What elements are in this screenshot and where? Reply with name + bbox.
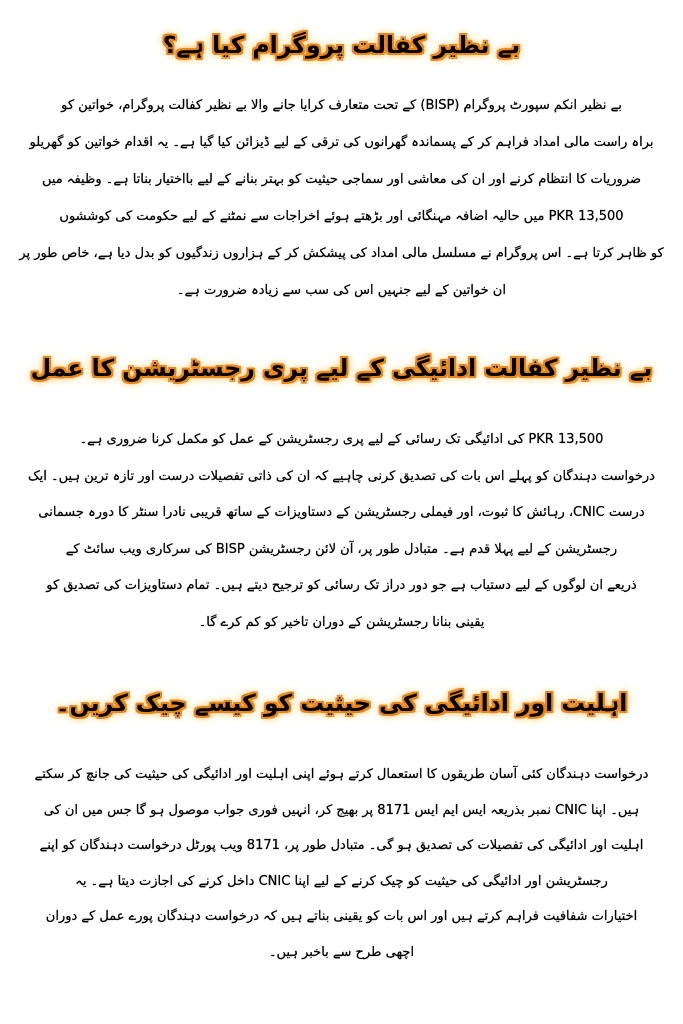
paragraph-line: ہیں۔ اپنا CNIC نمبر بذریعہ ایس ایم ایس 8171 پر بھیج کر، انہیں فوری جواب موصول ہو گا جس میں ان کی [43,802,640,818]
section-heading: بے نظیر کفالت پروگرام کیا ہے؟ [162,31,521,59]
section-heading: اہلیت اور ادائیگی کی حیثیت کو کیسے چیک کریں۔ [55,689,628,717]
section-paragraph [14,757,669,970]
paragraph-line: ضروریات کا انتظام کرنے اور ان کی معاشی اور سماجی حیثیت کو بہتر بنانے کے لیے بااختیار بناتا ہے۔ وظیفہ میں [41,172,642,187]
paragraph-line: براہ راست مالی امداد فراہم کر کے پسماندہ گھرانوں کی ترقی کے لیے ڈیزائن کیا گیا ہے۔ یہ اقدام خواتین کو گھریلو [29,135,654,150]
paragraph-line: یقینی بنانا رجسٹریشن کے دوران تاخیر کو کم کرے گا۔ [198,614,485,630]
paragraph-line: ان خواتین کے لیے جنہیں اس کی سب سے زیادہ ضرورت ہے۔ [177,283,506,298]
paragraph-line: رجسٹریشن کے لیے پہلا قدم ہے۔ متبادل طور پر، آن لائن رجسٹریشن BISP کی سرکاری ویب سائٹ کے [65,541,618,557]
paragraph-line: درخواست دہندگان کئی آسان طریقوں کا استعمال کرتے ہوئے اپنی اہلیت اور ادائیگی کی حیثیت کی جانچ کر سکتے [34,767,649,782]
section-paragraph [14,87,669,309]
paragraph-line: رجسٹریشن اور ادائیگی کی حیثیت کو چیک کرنے کے لیے اپنا CNIC داخل کرنے کی اجازت دیتا ہے۔ یہ [75,873,608,889]
paragraph-line: اہلیت اور ادائیگی کی تفصیلات کی تصدیق ہو گی۔ متبادل طور پر، 8171 ویب پورٹل درخواست دہندگان کو اپنے [39,838,644,853]
paragraph-line: بے نظیر انکم سپورٹ پروگرام (BISP) کے تحت متعارف کرایا جانے والا بے نظیر کفالت پروگرام، خواتین کو [61,98,622,113]
paragraph-line: ذریعے ان لوگوں کے لیے دستیاب ہے جو دور دراز تک رسائی کو ترجیح دیتے ہیں۔ تمام دستاویزات کی تصدیق کو [46,578,637,593]
paragraph-line: اختیارات شفافیت فراہم کرتے ہیں اور اس بات کو یقینی بناتے ہیں کہ درخواست دہندگان پورے عمل کے دوران [45,909,638,924]
paragraph-line: اچھی طرح سے باخبر ہیں۔ [268,944,415,960]
paragraph-line: PKR 13,500 کی ادائیگی تک رسائی کے لیے پری رجسٹریشن کے عمل کو مکمل کرنا ضروری ہے۔ [79,432,604,447]
paragraph-line: PKR 13,500 میں حالیہ اضافہ مہنگائی اور بڑھتے ہوئے اخراجات سے نمٹنے کے لیے حکومت کی کوششوں [59,209,624,224]
section-heading: بے نظیر کفالت ادائیگی کے لیے پری رجسٹریشن کا عمل [30,354,653,382]
section-paragraph [14,422,669,641]
paragraph-line: درخواست دہندگان کو پہلے اس بات کی تصدیق کرنی چاہیے کہ ان کی ذاتی تفصیلات درست اور تازہ ترین ہیں۔ ایک [28,468,655,484]
paragraph-line: درست CNIC، رہائش کا ثبوت، اور فیملی رجسٹریشن کے دستاویزات کے ساتھ قریبی نادرا سنٹر کا دورہ جسمانی [38,505,645,520]
paragraph-line: کو ظاہر کرتا ہے۔ اس پروگرام نے مسلسل مالی امداد کی پیشکش کر کے ہزاروں زندگیوں کو بدل دیا ہے، خاص طور پر [19,246,664,261]
